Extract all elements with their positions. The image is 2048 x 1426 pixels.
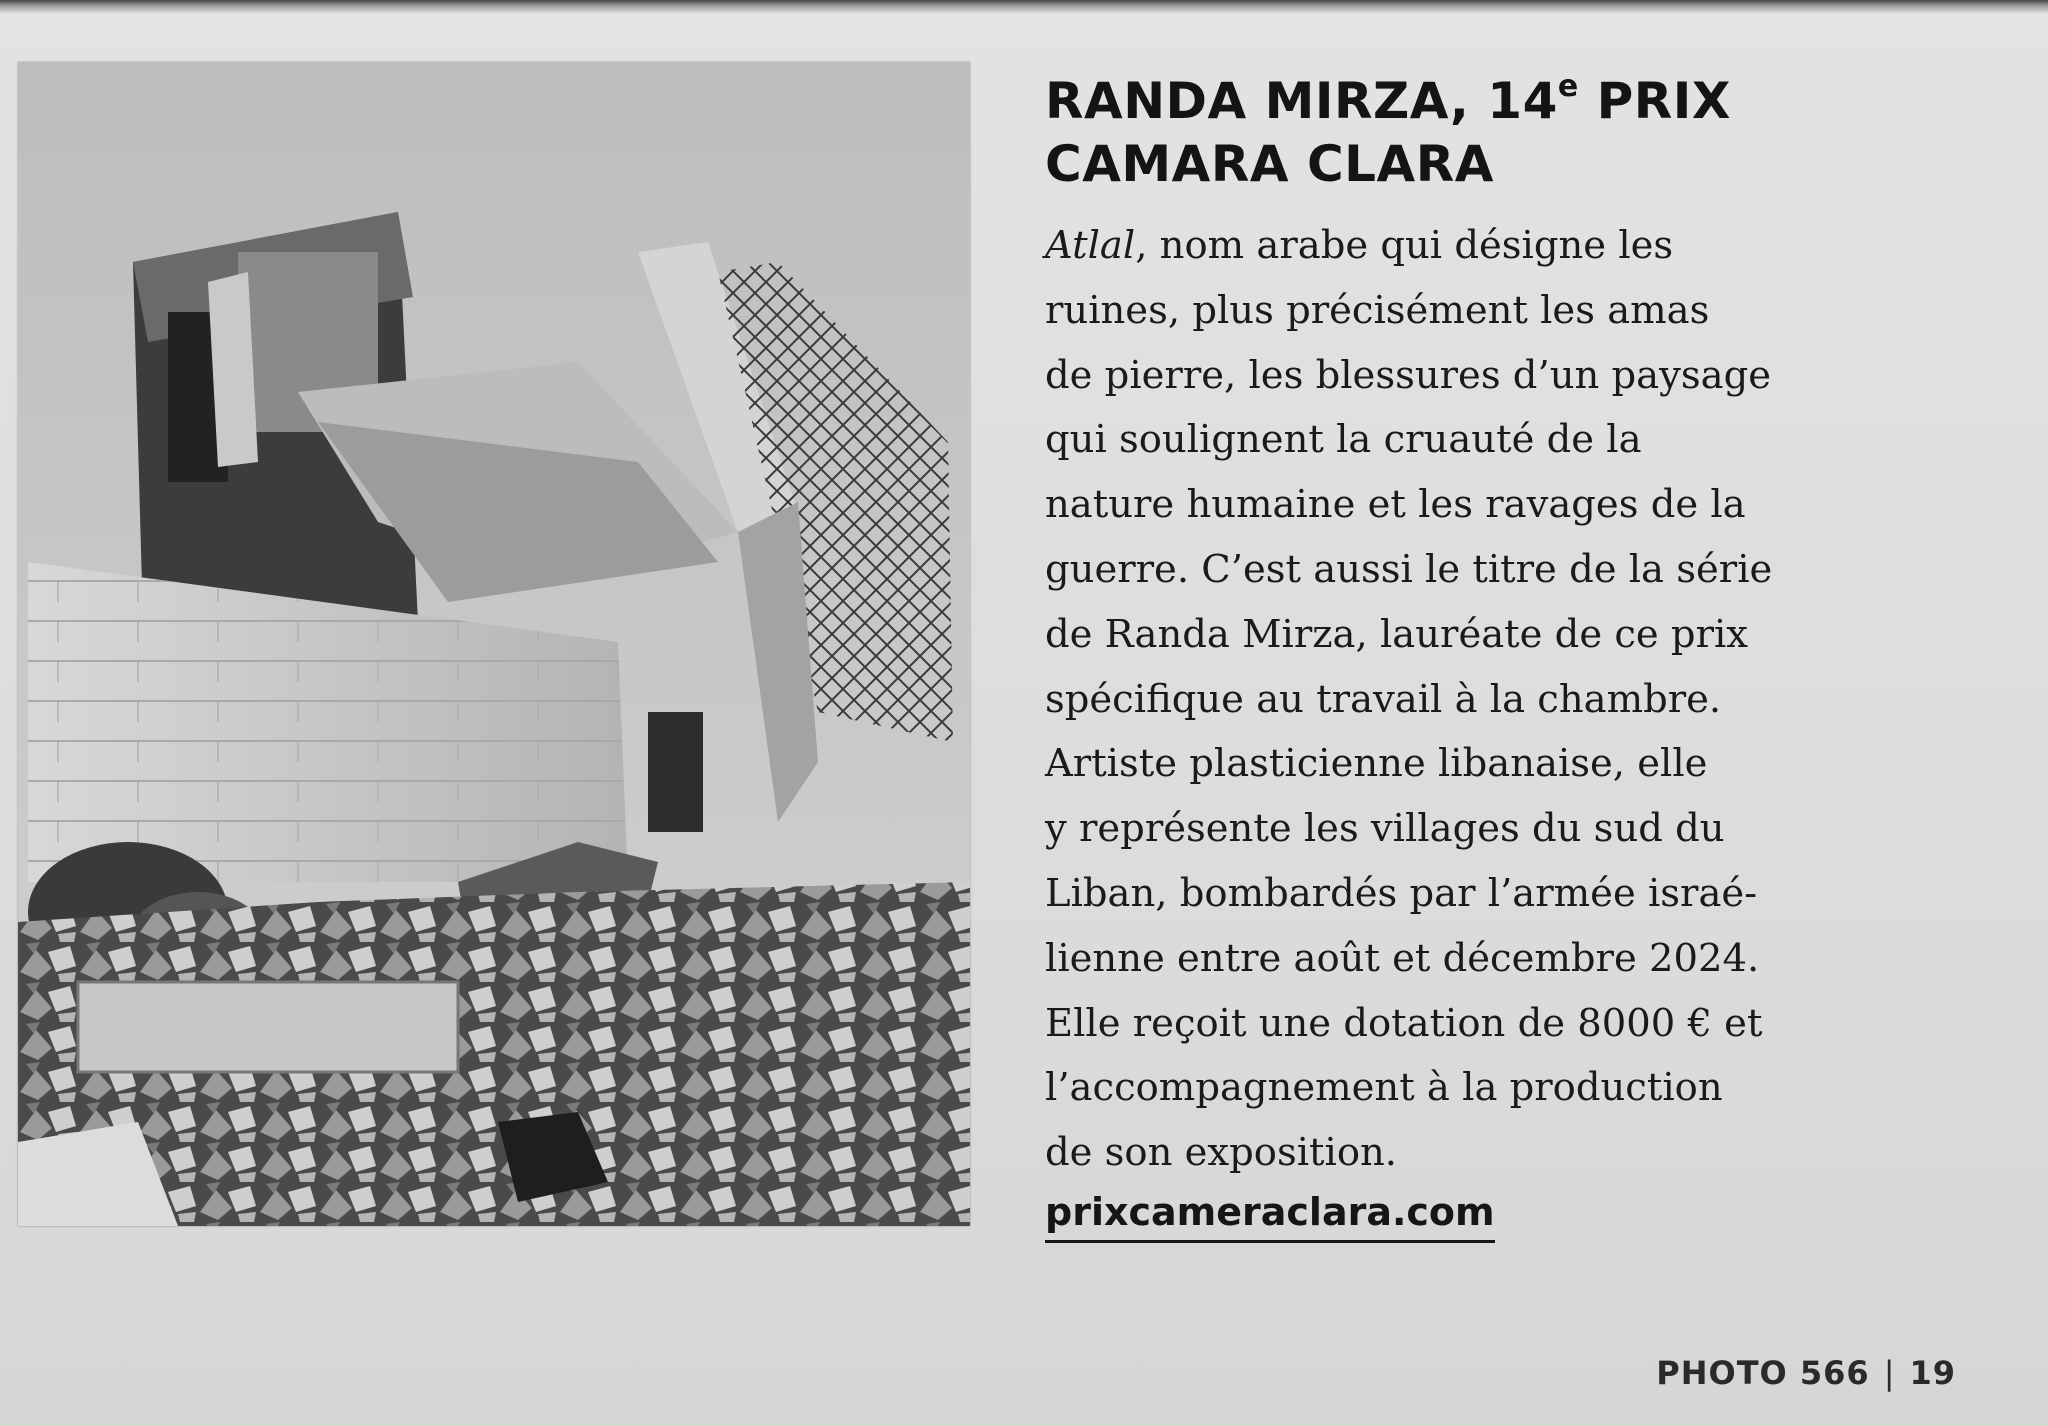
body-line: Liban, bombardés par l’armée israé- <box>1045 870 1758 916</box>
body-line-text: , nom arabe qui désigne les <box>1135 223 1674 268</box>
headline-line1 <box>1045 69 1731 130</box>
body-line: nature humaine et les ravages de la <box>1045 482 1746 528</box>
website-link[interactable]: prixcameraclara.com <box>1045 1184 1495 1243</box>
body-line: Artiste plasticienne libanaise, elle <box>1045 741 1708 787</box>
body-line <box>1045 214 1925 279</box>
body-line: guerre. C’est aussi le titre de la série <box>1045 546 1773 592</box>
body-line: l’accompagnement à la production <box>1045 1065 1723 1111</box>
ruins-photo-illustration <box>18 62 970 1226</box>
headline-text-end: PRIX <box>1578 72 1731 130</box>
body-line: de pierre, les blessures d’un paysage <box>1045 352 1772 398</box>
ordinal-superscript: e <box>1557 69 1579 104</box>
body-line: spécifique au travail à la chambre. <box>1045 676 1722 722</box>
body-line: lienne entre août et décembre 2024. <box>1045 935 1760 981</box>
page-edge-shadow <box>0 0 2048 14</box>
page-number: 19 <box>1909 1354 1956 1392</box>
body-line: de Randa Mirza, lauréate de ce prix <box>1045 611 1749 657</box>
body-line: Elle reçoit une dotation de 8000 € et <box>1045 1000 1763 1046</box>
ruins-photograph <box>18 62 970 1226</box>
body-line: ruines, plus précisément les amas <box>1045 287 1710 333</box>
body-line: qui soulignent la cruauté de la <box>1045 417 1642 463</box>
folio-separator: | <box>1883 1354 1896 1392</box>
article-body <box>1045 214 1925 1186</box>
headline-line2: CAMARA CLARA <box>1045 135 1494 193</box>
article-block <box>1045 70 1925 1243</box>
headline-text: RANDA MIRZA, 14 <box>1045 72 1558 130</box>
page-folio <box>1656 1354 1956 1392</box>
body-line: de son exposition. <box>1045 1130 1398 1176</box>
article-headline <box>1045 70 1925 196</box>
italic-term: Atlal <box>1045 223 1136 268</box>
magazine-issue: PHOTO 566 <box>1656 1354 1870 1392</box>
body-line: y représente les villages du sud du <box>1045 806 1725 852</box>
